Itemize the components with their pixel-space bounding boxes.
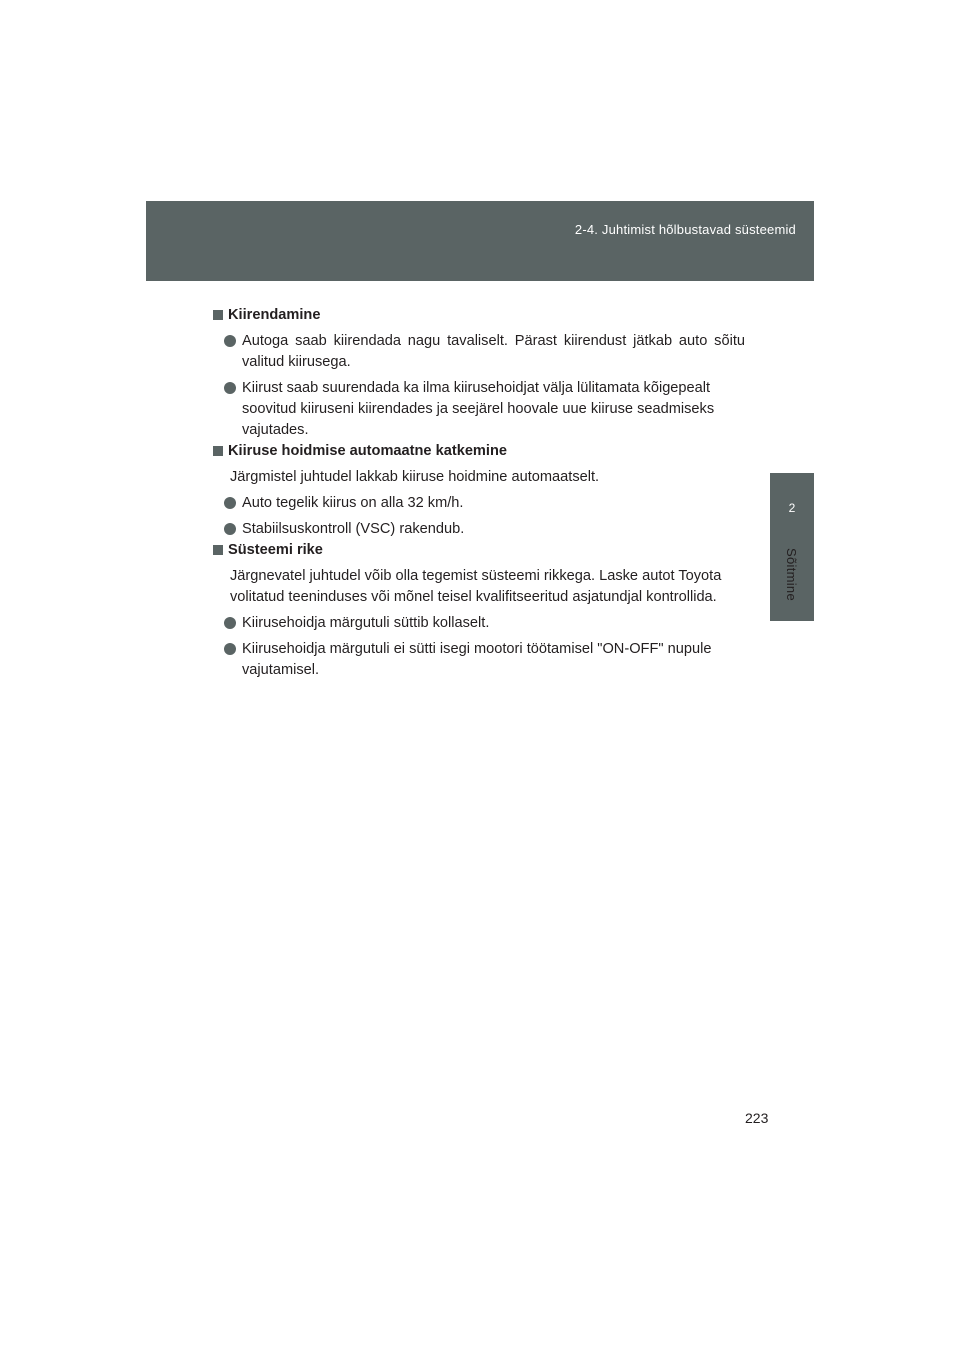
section-heading-text: Süsteemi rike bbox=[228, 542, 323, 558]
section-heading-text: Kiirendamine bbox=[228, 307, 321, 323]
round-bullet-icon bbox=[224, 523, 236, 535]
section-heading-text: Kiiruse hoidmise automaatne katkemine bbox=[228, 443, 507, 459]
list-item-text: Auto tegelik kiirus on alla 32 km/h. bbox=[242, 495, 464, 511]
list-item-text: Autoga saab kiirendada nagu tavaliselt. Pärast kiirendust jätkab auto sõitu valitud kiirusega. bbox=[242, 333, 745, 370]
list-item bbox=[213, 378, 745, 441]
section-heading bbox=[213, 305, 745, 326]
round-bullet-icon bbox=[224, 617, 236, 629]
section-system-fault bbox=[213, 540, 745, 681]
round-bullet-icon bbox=[224, 643, 236, 655]
round-bullet-icon bbox=[224, 335, 236, 347]
list-item bbox=[213, 639, 745, 681]
list-item bbox=[213, 613, 745, 634]
square-bullet-icon bbox=[213, 310, 223, 320]
chapter-label: Sõitmine bbox=[784, 548, 799, 601]
list-item bbox=[213, 519, 745, 540]
round-bullet-icon bbox=[224, 382, 236, 394]
header-bar bbox=[146, 201, 814, 281]
round-bullet-icon bbox=[224, 497, 236, 509]
list-item-text: Stabiilsuskontroll (VSC) rakendub. bbox=[242, 521, 465, 537]
page-number: 223 bbox=[745, 1110, 769, 1126]
section-text: Järgmistel juhtudel lakkab kiiruse hoidmine automaatselt. bbox=[230, 469, 600, 485]
square-bullet-icon bbox=[213, 545, 223, 555]
section-text: Järgnevatel juhtudel võib olla tegemist süsteemi rikkega. Laske autot Toyota volitatud teeninduses või mõnel teisel kvalifitseeritud asjatundjal kontrollida. bbox=[230, 568, 722, 605]
square-bullet-icon bbox=[213, 446, 223, 456]
list-item-text: Kiirust saab suurendada ka ilma kiirusehoidjat välja lülitamata kõigepealt soovitud kiiruseni kiirendades ja seejärel hoovale uue kiiruse seadmiseks vajutades. bbox=[242, 380, 715, 438]
chapter-number: 2 bbox=[788, 501, 796, 515]
page-content bbox=[213, 305, 745, 681]
list-item bbox=[213, 493, 745, 514]
section-title: 2-4. Juhtimist hõlbustavad süsteemid bbox=[574, 222, 796, 237]
list-item bbox=[213, 331, 745, 373]
section-heading bbox=[213, 540, 745, 561]
section-acceleration bbox=[213, 305, 745, 441]
section-heading bbox=[213, 441, 745, 462]
list-item-text: Kiirusehoidja märgutuli ei sütti isegi mootori töötamisel "ON-OFF" nupule vajutamisel. bbox=[242, 641, 712, 678]
list-item-text: Kiirusehoidja märgutuli süttib kollaselt. bbox=[242, 615, 490, 631]
section-auto-cancel bbox=[213, 441, 745, 540]
